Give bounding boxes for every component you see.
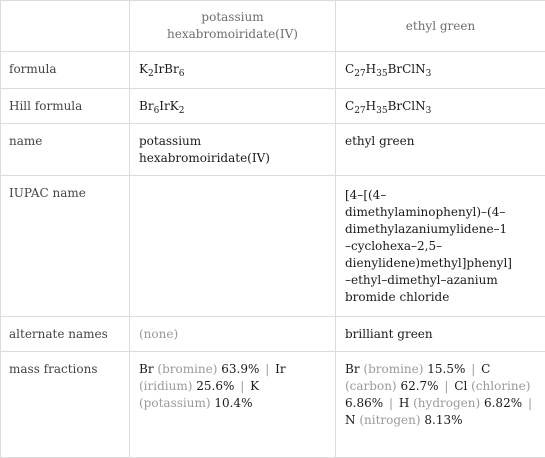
row-label-alternate-names: alternate names [1,317,130,352]
formula-subscript: 2 [148,69,154,79]
formula-part: BrClN [388,99,426,113]
formula-subscript: 3 [426,69,432,79]
row-label-formula: formula [1,52,130,89]
element-name: (carbon) [345,379,397,393]
element-name: (nitrogen) [359,413,420,427]
mass-fractions-compound1 [130,352,336,458]
element-symbol: Br [139,362,154,376]
mass-percent: 10.4% [214,396,252,410]
iupac-name-line: dimethylaminophenyl)–(4– [345,205,505,219]
element-name: (bromine) [363,362,423,376]
formula-part: H [366,99,376,113]
element-symbol: N [345,413,356,427]
formula-subscript: 27 [354,106,365,116]
mass-fraction-item [345,362,465,376]
formula-part: H [366,62,376,76]
alternate-names-compound1: (none) [130,317,336,352]
separator: | [469,362,477,376]
mass-percent: 6.82% [484,396,522,410]
row-label-name: name [1,124,130,176]
mass-fraction-item [399,396,522,410]
mass-percent: 25.6% [196,379,234,393]
iupac-name-line: [4–[(4– [345,188,386,202]
separator: | [263,362,271,376]
element-name: (potassium) [139,396,211,410]
formula-subscript: 27 [354,69,365,79]
formula-compound2 [336,52,545,89]
formula-part: C [345,62,354,76]
iupac-name-compound2 [336,176,545,317]
formula-subscript: 2 [179,106,185,116]
header-corner [1,1,130,52]
formula-part: IrK [159,99,178,113]
mass-fraction-item [139,362,259,376]
element-symbol: Br [345,362,360,376]
row-label-iupac-name: IUPAC name [1,176,130,317]
row-alternate-names [1,317,545,352]
separator: | [526,396,534,410]
hill-formula-compound2 [336,89,545,124]
separator: | [442,379,450,393]
formula-part: K [139,62,148,76]
name-compound1: potassium hexabromoiridate(IV) [130,124,336,176]
name-compound2: ethyl green [336,124,545,176]
separator: | [387,396,395,410]
formula-part: Br [139,99,154,113]
iupac-name-line: bromide chloride [345,290,449,304]
formula-subscript: 35 [376,69,387,79]
formula-part: C [345,99,354,113]
element-symbol: H [399,396,409,410]
mass-percent: 8.13% [424,413,462,427]
iupac-name-line: dienylidene)methyl]phenyl] [345,256,512,270]
element-symbol: Ir [275,362,285,376]
formula-part: BrClN [388,62,426,76]
row-hill-formula [1,89,545,124]
iupac-name-line: –cyclohexa–2,5– [345,239,442,253]
header-compound2: ethyl green [336,1,545,52]
formula-subscript: 3 [426,106,432,116]
row-label-hill-formula: Hill formula [1,89,130,124]
formula-compound1 [130,52,336,89]
mass-fraction-item [345,413,463,427]
iupac-name-line: dimethylazaniumylidene–1 [345,222,507,236]
element-name: (bromine) [157,362,217,376]
element-symbol: C [481,362,490,376]
element-name: (iridium) [139,379,192,393]
element-name: (hydrogen) [413,396,480,410]
iupac-name-compound1 [130,176,336,317]
mass-percent: 6.86% [345,396,383,410]
hill-formula-compound1 [130,89,336,124]
element-symbol: K [250,379,259,393]
alternate-names-compound2: brilliant green [336,317,545,352]
row-mass-fractions [1,352,545,458]
row-iupac-name [1,176,545,317]
iupac-name-line: –ethyl–dimethyl–azanium [345,273,498,287]
header-compound1: potassium hexabromoiridate(IV) [130,1,336,52]
row-name [1,124,545,176]
header-row [1,1,545,52]
mass-fractions-compound2 [336,352,545,458]
mass-percent: 63.9% [221,362,259,376]
element-symbol: Cl [454,379,467,393]
formula-subscript: 35 [376,106,387,116]
mass-percent: 15.5% [427,362,465,376]
row-label-mass-fractions: mass fractions [1,352,130,458]
mass-percent: 62.7% [400,379,438,393]
formula-part: IrBr [154,62,179,76]
element-name: (chlorine) [471,379,530,393]
row-formula [1,52,545,89]
formula-subscript: 6 [154,106,160,116]
separator: | [238,379,246,393]
formula-subscript: 6 [179,69,185,79]
